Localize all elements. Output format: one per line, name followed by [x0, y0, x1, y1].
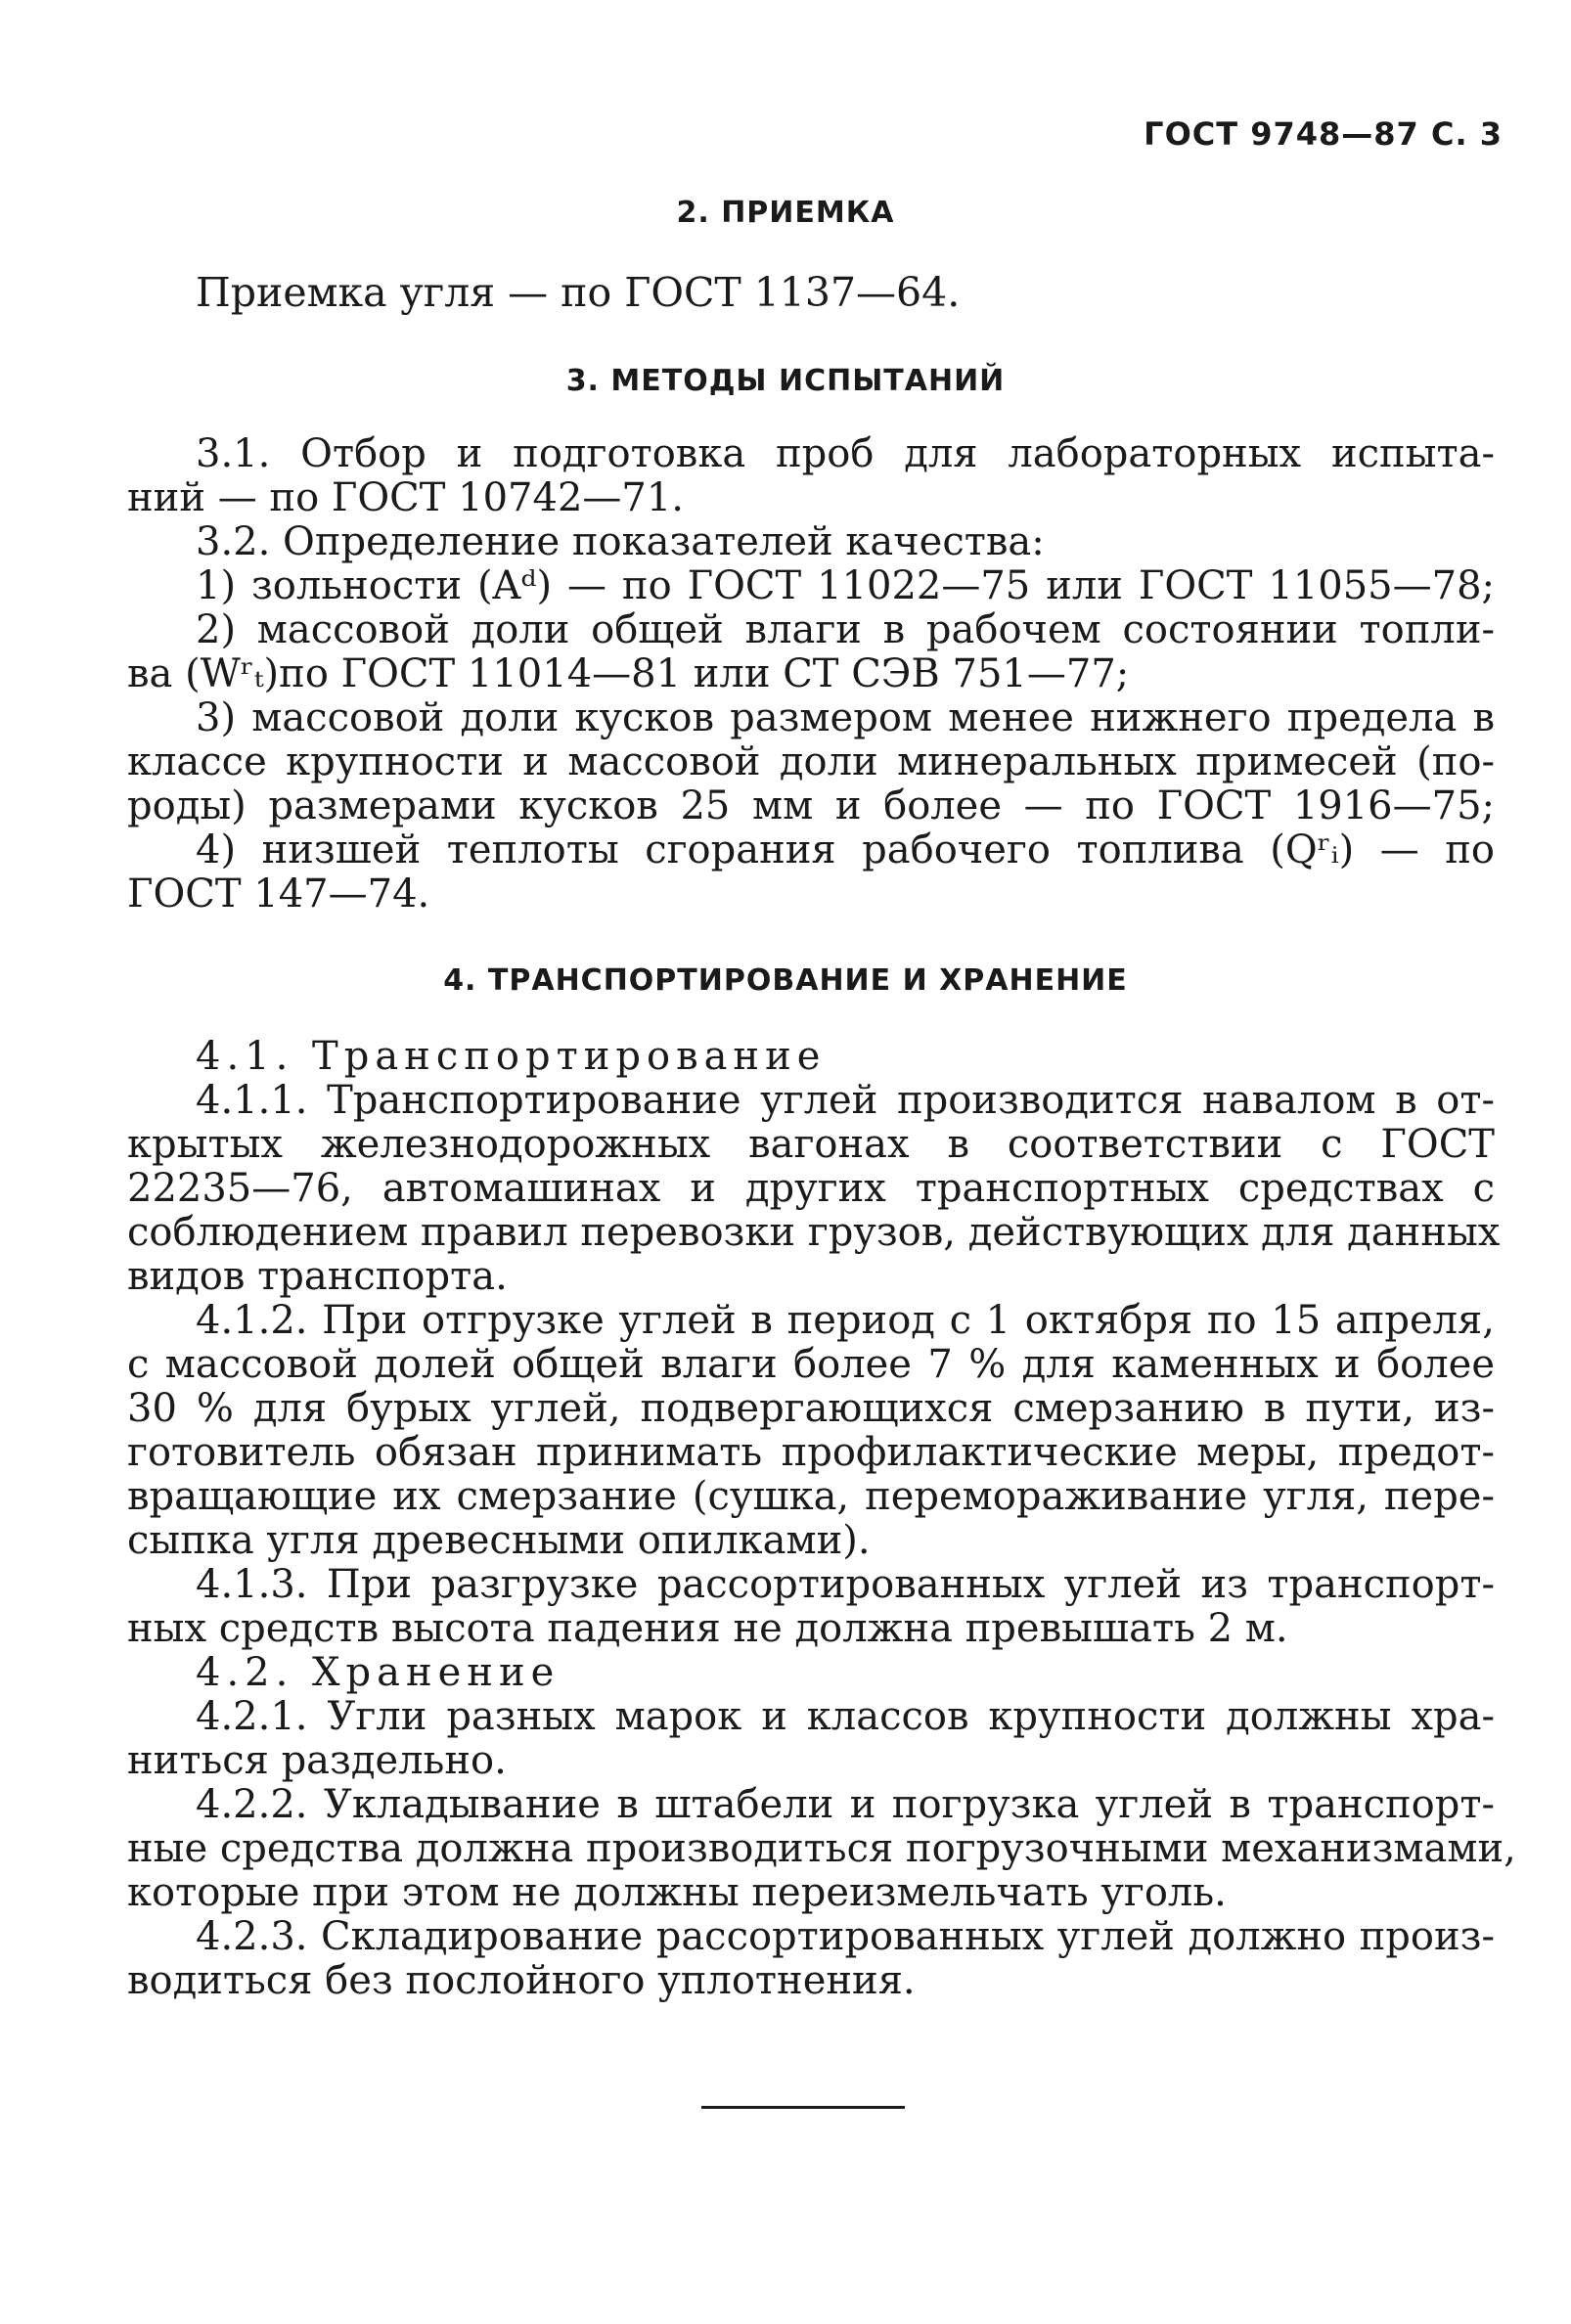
paragraph-line: 2) массовой доли общей влаги в рабочем состоянии топли- [196, 607, 1495, 652]
end-divider [701, 2106, 905, 2109]
paragraph-line: ГОСТ 147—74. [127, 872, 430, 916]
paragraph-line: 3) массовой доли кусков размером менее нижнего предела в [196, 695, 1495, 740]
paragraph-line: ний — по ГОСТ 10742—71. [127, 475, 685, 520]
paragraph-line: 3.2. Определение показателей качества: [196, 519, 1045, 564]
subsection-title: 4.1. Транспортирование [196, 1034, 827, 1079]
paragraph-line: водиться без послойного уплотнения. [127, 1958, 916, 2003]
paragraph-line: видов транспорта. [127, 1254, 508, 1299]
paragraph-line: 4.2.2. Укладывание в штабели и погрузка углей в транспорт- [196, 1782, 1495, 1827]
page-header: ГОСТ 9748—87 С. 3 [1144, 115, 1503, 153]
paragraph-line: готовитель обязан принимать профилактические меры, предот- [127, 1430, 1495, 1475]
paragraph-line: 3.1. Отбор и подготовка проб для лабораторных испыта- [196, 431, 1495, 476]
paragraph-line: 4.2.3. Складирование рассортированных углей должно произ- [196, 1914, 1495, 1959]
paragraph-line: 4.1.3. При разгрузке рассортированных углей из транспорт- [196, 1562, 1495, 1607]
paragraph-line: 22235—76, автомашинах и других транспортных средствах с [127, 1166, 1495, 1211]
paragraph-line: ва (Wʳₜ)по ГОСТ 11014—81 или СТ СЭВ 751—77; [127, 651, 1130, 696]
section-4-title: 4. ТРАНСПОРТИРОВАНИЕ И ХРАНЕНИЕ [443, 963, 1128, 998]
paragraph-line: 4.2.1. Угли разных марок и классов крупности должны хра- [196, 1694, 1495, 1739]
paragraph-line: роды) размерами кусков 25 мм и более — по ГОСТ 1916—75; [127, 783, 1495, 828]
paragraph-line: сыпка угля древесными опилками). [127, 1518, 871, 1563]
subsection-title: 4.2. Хранение [196, 1650, 561, 1695]
paragraph-line: крытых железнодорожных вагонах в соответствии с ГОСТ [127, 1122, 1495, 1167]
paragraph-line: 4.1.2. При отгрузке углей в период с 1 октября по 15 апреля, [196, 1298, 1495, 1343]
paragraph-line: 30 % для бурых углей, подвергающихся смерзанию в пути, из- [127, 1386, 1495, 1431]
paragraph-line: 4.1.1. Транспортирование углей производится навалом в от- [196, 1078, 1495, 1123]
paragraph-line: ных средств высота падения не должна превышать 2 м. [127, 1606, 1288, 1651]
paragraph-line: вращающие их смерзание (сушка, перемораживание угля, пере- [127, 1474, 1495, 1519]
section-2-text: Приемка угля — по ГОСТ 1137—64. [196, 269, 961, 316]
paragraph-line: 4) низшей теплоты сгорания рабочего топлива (Qʳᵢ) — по [196, 827, 1495, 872]
paragraph-line: ниться раздельно. [127, 1738, 507, 1783]
paragraph-line: соблюдением правил перевозки грузов, действующих для данных [127, 1210, 1501, 1255]
paragraph-line: классе крупности и массовой доли минеральных примесей (по- [127, 739, 1495, 784]
paragraph-line: ные средства должна производиться погрузочными механизмами, [127, 1826, 1516, 1871]
section-3-title: 3. МЕТОДЫ ИСПЫТАНИЙ [565, 364, 1006, 398]
paragraph-line: которые при этом не должны переизмельчать уголь. [127, 1870, 1227, 1915]
paragraph-line: с массовой долей общей влаги более 7 % для каменных и более [127, 1342, 1495, 1387]
paragraph-line: 1) зольности (Aᵈ) — по ГОСТ 11022—75 или ГОСТ 11055—78; [196, 563, 1495, 608]
section-2-title: 2. ПРИЕМКА [676, 196, 895, 230]
